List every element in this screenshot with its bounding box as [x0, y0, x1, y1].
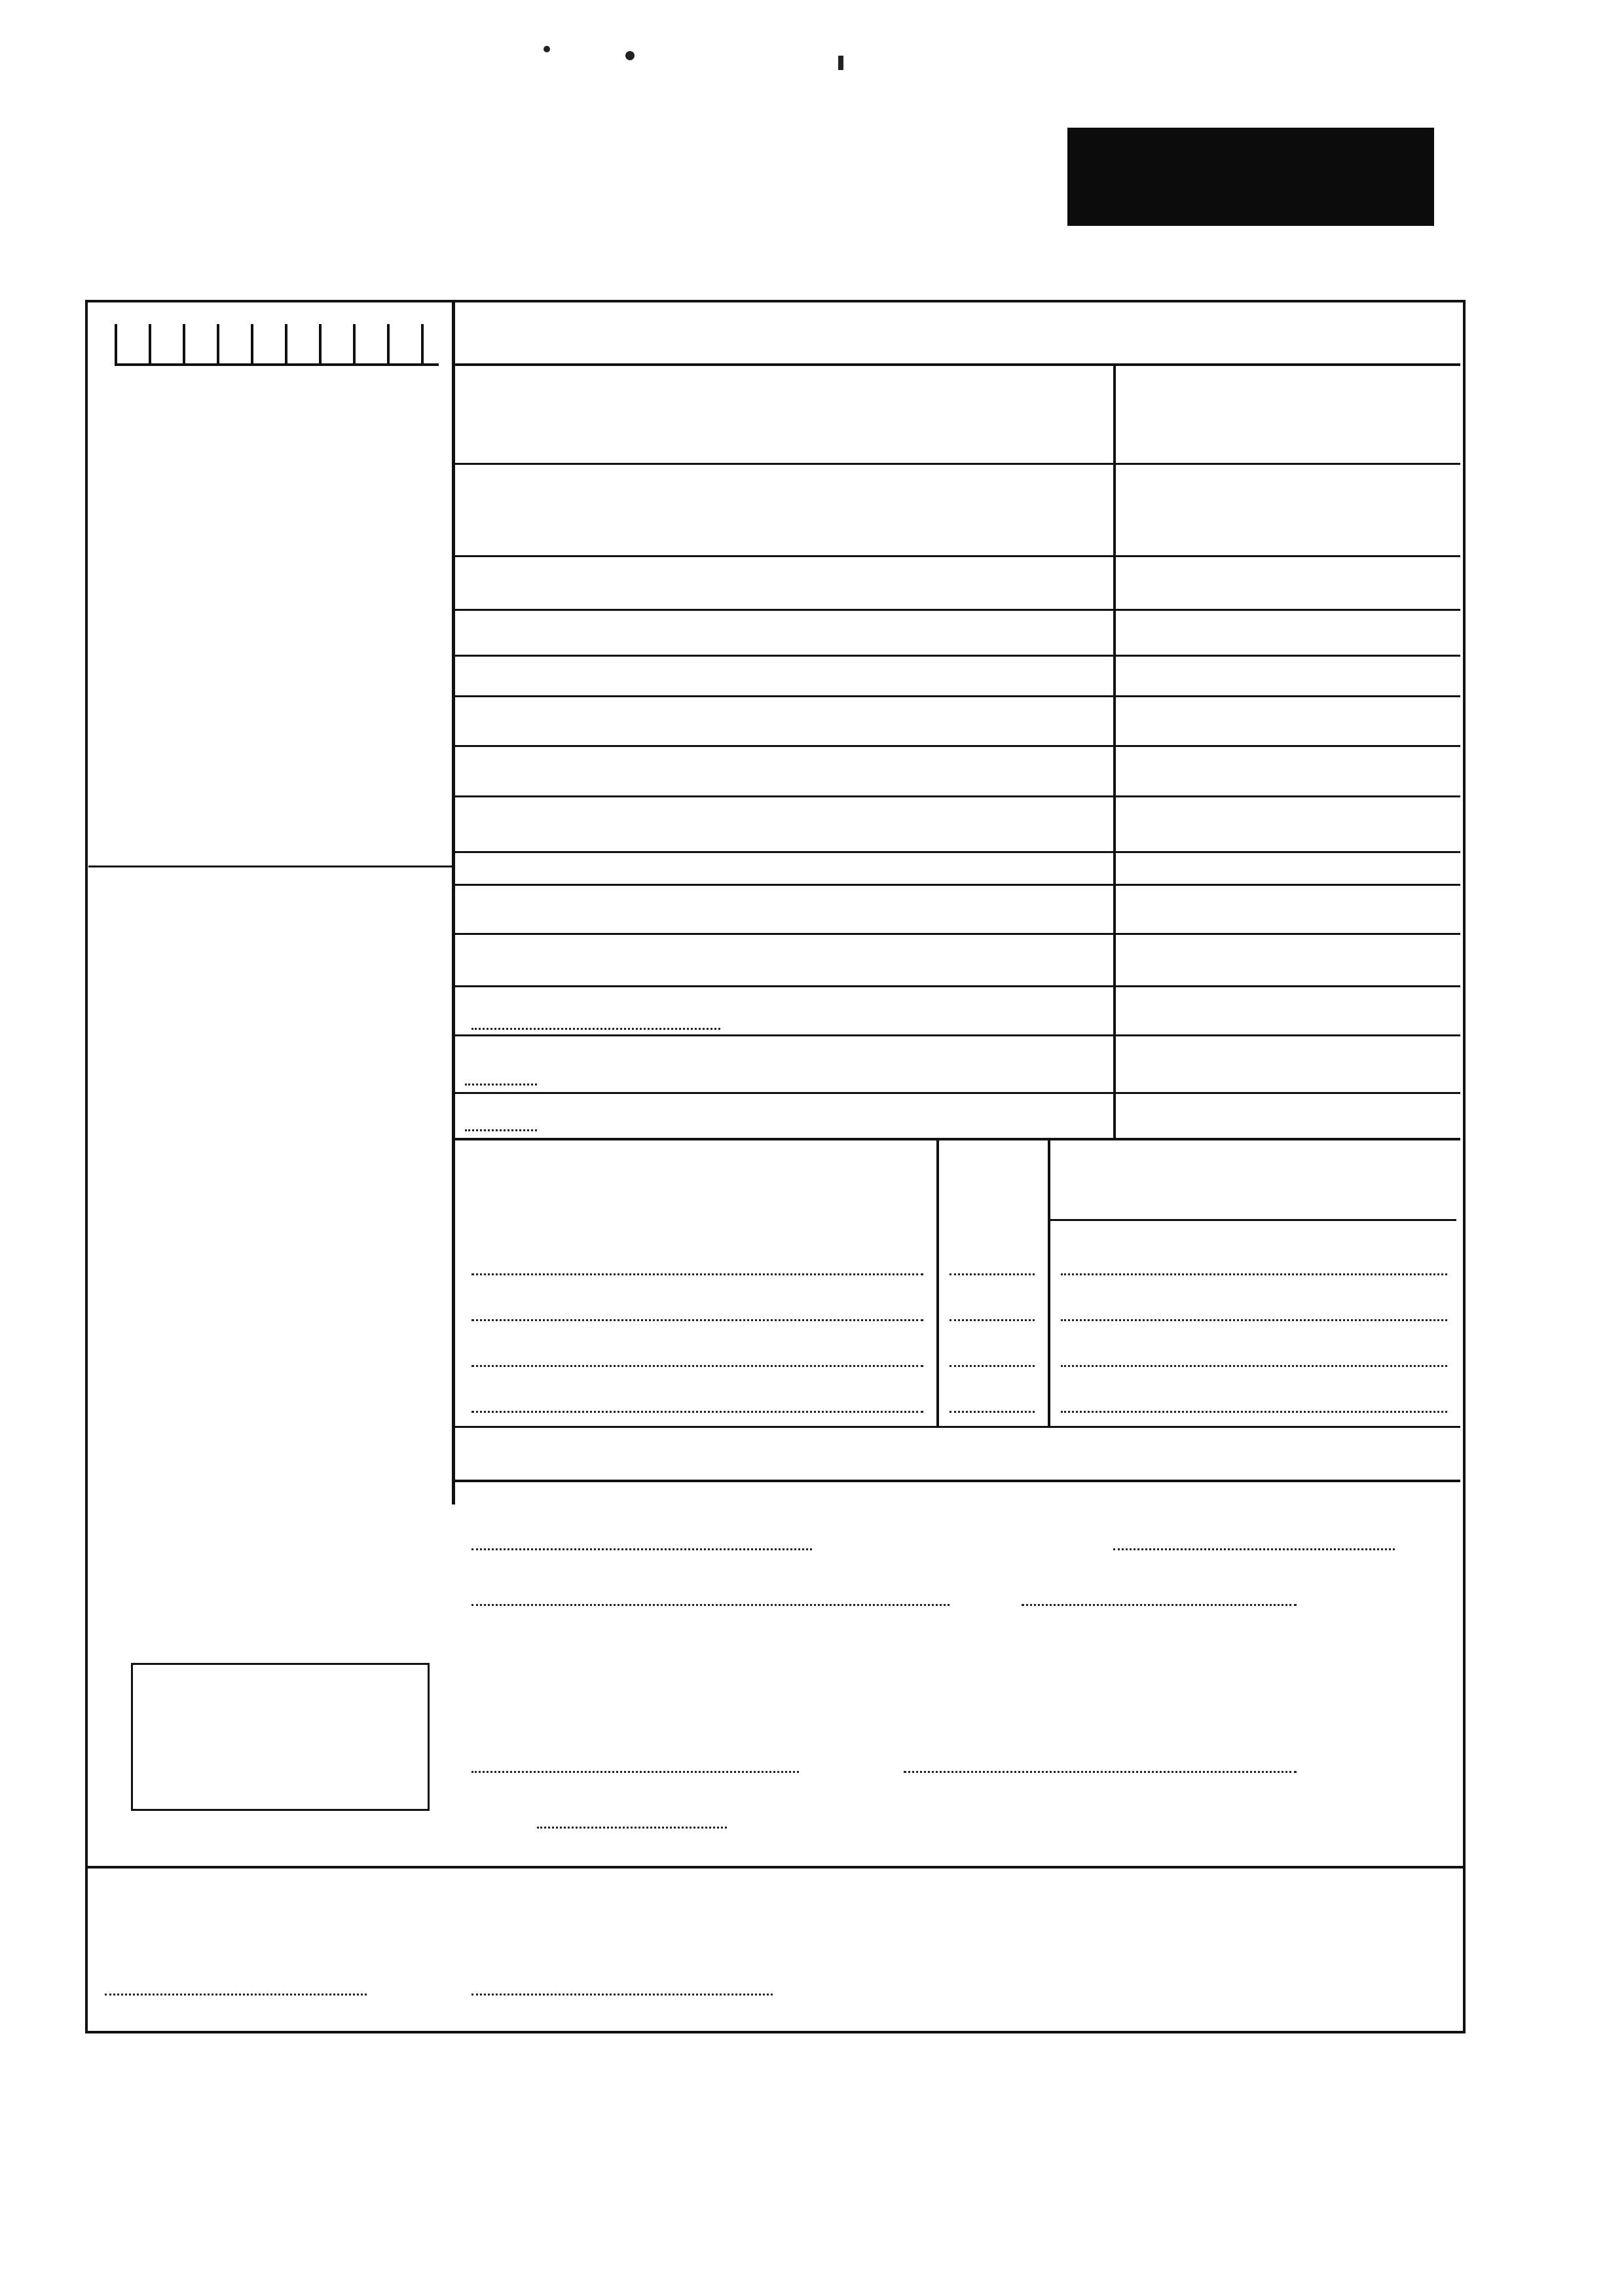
label-divider	[1113, 366, 1116, 1139]
children-row	[950, 1411, 1035, 1413]
field12-divider	[455, 1034, 1460, 1036]
field6-divider	[455, 745, 1460, 747]
place-date-line	[904, 1771, 1297, 1773]
field10-divider	[455, 933, 1460, 935]
field7-divider	[455, 795, 1460, 797]
children-row	[950, 1319, 1035, 1321]
children-row	[1061, 1411, 1447, 1413]
instruction-divider	[455, 363, 1460, 366]
field2-divider	[455, 555, 1460, 557]
field13-divider	[455, 1092, 1460, 1094]
children-header-line	[1050, 1219, 1456, 1221]
photo-divider	[88, 866, 452, 867]
children-row	[1061, 1365, 1447, 1367]
field5-divider	[455, 695, 1460, 697]
speck	[625, 51, 635, 60]
speck	[544, 46, 550, 52]
note-bottom-line	[455, 1480, 1460, 1482]
children-row	[1061, 1273, 1447, 1275]
officer-line	[537, 1827, 727, 1829]
field9-divider	[455, 884, 1460, 886]
children-row	[471, 1273, 923, 1275]
footer-camp-line	[471, 1994, 773, 1995]
footer-ghetto-line	[105, 1994, 367, 1995]
children-row	[471, 1365, 923, 1367]
field4-divider	[455, 655, 1460, 657]
approval-digit-boxes	[115, 324, 439, 366]
relative-line	[1022, 1604, 1297, 1606]
field8-divider	[455, 851, 1460, 853]
children-top-divider	[455, 1138, 1460, 1140]
children-row	[1061, 1319, 1447, 1321]
signature-line	[471, 1771, 799, 1773]
children-row	[471, 1319, 923, 1321]
children-row	[950, 1273, 1035, 1275]
children-row	[950, 1365, 1035, 1367]
column-divider	[452, 302, 455, 1504]
wife-age-line	[465, 1084, 537, 1085]
children-col1	[1048, 1140, 1050, 1426]
citizenship-box	[131, 1663, 430, 1811]
children-count-line	[471, 1028, 720, 1030]
speck	[838, 56, 843, 70]
of-line	[471, 1604, 950, 1606]
yad-vashem-logo	[1067, 128, 1434, 226]
field11-divider	[455, 985, 1460, 987]
declarant-name-line	[1113, 1548, 1395, 1550]
husband-age-line	[465, 1129, 537, 1131]
children-col2	[936, 1140, 939, 1426]
footer-separator	[85, 1866, 1463, 1868]
field3-divider	[455, 609, 1460, 611]
children-bottom-line	[455, 1426, 1460, 1428]
address-line	[471, 1548, 812, 1550]
children-row	[471, 1411, 923, 1413]
field1-divider	[455, 463, 1460, 465]
